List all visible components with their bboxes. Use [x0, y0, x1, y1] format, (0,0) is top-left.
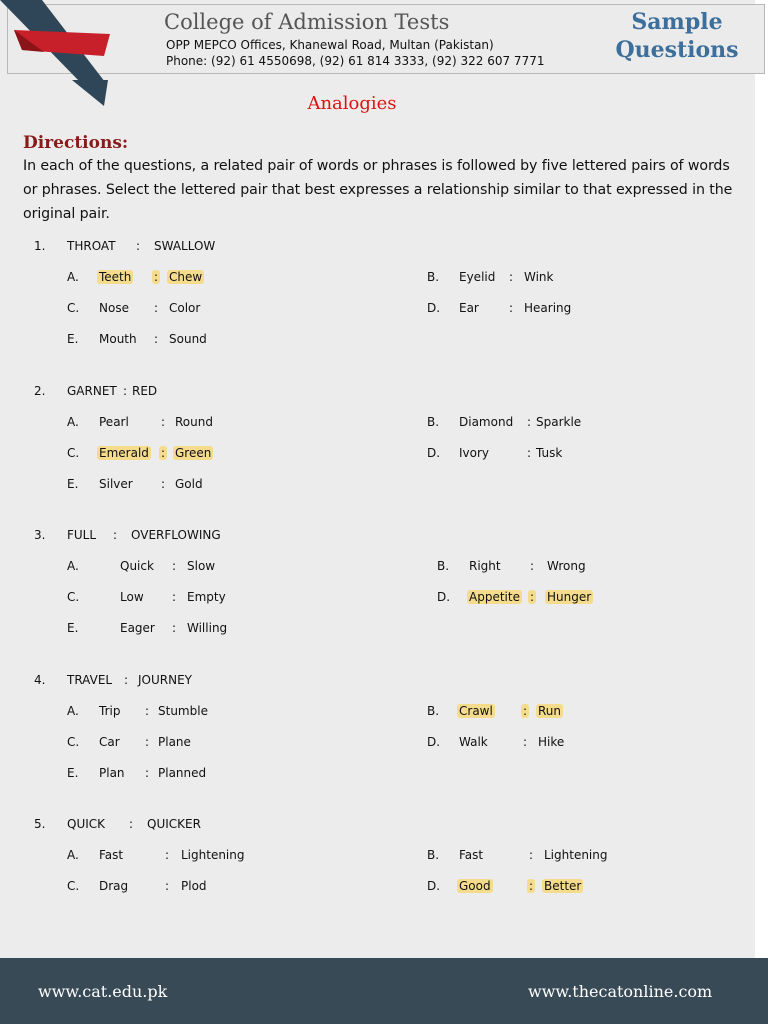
option-separator: :: [145, 735, 150, 749]
option-separator: :: [165, 879, 170, 893]
option-word1: Plan: [99, 766, 125, 780]
option-word1: Quick: [120, 559, 154, 573]
question-number: 5.: [34, 817, 46, 831]
option-word2: Sparkle: [536, 415, 582, 429]
option-word1: Eager: [120, 621, 155, 635]
option-separator: :: [172, 590, 177, 604]
option-word2: Sound: [169, 332, 207, 346]
option-word2: Willing: [187, 621, 228, 635]
option-word1: Diamond: [459, 415, 514, 429]
directions-text: In each of the questions, a related pair of words or phrases is followed by five lettered pairs of words or phrases. Select the lettered pair that best expresses a relationship similar to that expressed in the original pair.: [23, 158, 733, 222]
question-stem-word2: RED: [132, 384, 158, 398]
option-separator: :: [154, 270, 159, 284]
option-word1: Crawl: [459, 704, 493, 718]
question-stem-word1: QUICK: [67, 817, 106, 831]
option-letter: E.: [67, 766, 79, 780]
page-title: Analogies: [307, 93, 397, 114]
option-separator: :: [529, 848, 534, 862]
question-stem-word1: TRAVEL: [67, 673, 113, 687]
directions-heading: Directions:: [23, 133, 129, 153]
college-phone: Phone: (92) 61 4550698, (92) 61 814 3333, (92) 322 607 7771: [166, 54, 545, 68]
option-separator: :: [523, 735, 528, 749]
option-word2: Lightening: [181, 848, 245, 862]
option-letter: B.: [427, 704, 440, 718]
option-letter: A.: [67, 415, 79, 429]
question-number: 3.: [34, 528, 46, 542]
option-separator: :: [172, 559, 177, 573]
footer-website-link[interactable]: www.cat.edu.pk: [38, 982, 168, 1001]
sample-label-line1: Sample: [631, 9, 723, 35]
option-letter: A.: [67, 848, 79, 862]
question-stem-word1: FULL: [67, 528, 97, 542]
option-word1: Good: [459, 879, 491, 893]
question-stem-word1: GARNET: [67, 384, 117, 398]
sample-questions-label: [603, 8, 751, 64]
option-separator: :: [509, 270, 514, 284]
question-stem-separator: :: [113, 528, 118, 542]
option-separator: :: [530, 590, 535, 604]
option-letter: D.: [437, 590, 451, 604]
option-letter: D.: [427, 735, 441, 749]
option-word1: Ivory: [459, 446, 490, 460]
option-separator: :: [530, 559, 535, 573]
option-word1: Car: [99, 735, 120, 749]
option-word1: Appetite: [469, 590, 520, 604]
option-word2: Run: [538, 704, 562, 718]
option-letter: C.: [67, 735, 80, 749]
option-separator: :: [145, 766, 150, 780]
option-letter: C.: [67, 301, 80, 315]
question-stem-word2: SWALLOW: [154, 239, 216, 253]
option-word2: Planned: [158, 766, 207, 780]
question-number: 4.: [34, 673, 46, 687]
option-letter: B.: [437, 559, 450, 573]
option-word2: Plane: [158, 735, 191, 749]
option-word2: Wrong: [547, 559, 586, 573]
option-word2: Slow: [187, 559, 216, 573]
question-stem-word2: OVERFLOWING: [131, 528, 221, 542]
option-separator: :: [529, 879, 534, 893]
option-letter: D.: [427, 879, 441, 893]
option-separator: :: [165, 848, 170, 862]
option-word2: Wink: [524, 270, 554, 284]
option-letter: A.: [67, 559, 79, 573]
option-letter: E.: [67, 332, 79, 346]
option-word2: Color: [169, 301, 201, 315]
option-letter: B.: [427, 848, 440, 862]
option-word2: Gold: [175, 477, 203, 491]
option-word2: Lightening: [544, 848, 608, 862]
question-number: 2.: [34, 384, 46, 398]
option-separator: :: [161, 446, 166, 460]
option-word1: Emerald: [99, 446, 149, 460]
option-separator: :: [154, 301, 159, 315]
option-word2: Hearing: [524, 301, 572, 315]
question-stem-word2: JOURNEY: [138, 673, 192, 687]
option-word1: Right: [469, 559, 501, 573]
option-word2: Stumble: [158, 704, 208, 718]
option-word2: Hunger: [547, 590, 592, 604]
college-name: College of Admission Tests: [164, 10, 450, 34]
option-letter: C.: [67, 590, 80, 604]
option-separator: :: [154, 332, 159, 346]
option-letter: E.: [67, 621, 79, 635]
sample-label-line2: Questions: [615, 37, 739, 63]
option-word1: Ear: [459, 301, 479, 315]
option-word1: Low: [120, 590, 144, 604]
option-word1: Nose: [99, 301, 129, 315]
option-word2: Green: [175, 446, 212, 460]
option-separator: :: [527, 415, 532, 429]
footer-online-link[interactable]: www.thecatonline.com: [528, 982, 713, 1001]
option-word2: Hike: [538, 735, 565, 749]
option-letter: E.: [67, 477, 79, 491]
option-word2: Better: [544, 879, 582, 893]
option-word1: Trip: [99, 704, 121, 718]
question-stem-separator: :: [124, 673, 129, 687]
option-separator: :: [523, 704, 528, 718]
option-letter: C.: [67, 446, 80, 460]
option-word2: Tusk: [536, 446, 563, 460]
option-word1: Fast: [459, 848, 484, 862]
option-letter: D.: [427, 301, 441, 315]
option-word2: Round: [175, 415, 213, 429]
question-stem-word1: THROAT: [67, 239, 116, 253]
option-word1: Silver: [99, 477, 133, 491]
question-stem-separator: :: [129, 817, 134, 831]
option-word2: Plod: [181, 879, 207, 893]
option-word1: Mouth: [99, 332, 137, 346]
option-word1: Pearl: [99, 415, 129, 429]
option-letter: C.: [67, 879, 80, 893]
option-letter: B.: [427, 270, 440, 284]
option-letter: A.: [67, 270, 79, 284]
question-stem-separator: :: [136, 239, 141, 253]
option-word1: Walk: [459, 735, 488, 749]
option-word1: Fast: [99, 848, 124, 862]
question-number: 1.: [34, 239, 46, 253]
option-separator: :: [145, 704, 150, 718]
option-letter: D.: [427, 446, 441, 460]
option-word1: Teeth: [99, 270, 132, 284]
question-stem-word2: QUICKER: [147, 817, 201, 831]
footer-bar: [0, 958, 768, 1024]
option-separator: :: [509, 301, 514, 315]
option-word2: Chew: [169, 270, 203, 284]
question-stem-separator: :: [123, 384, 128, 398]
option-letter: A.: [67, 704, 79, 718]
option-separator: :: [172, 621, 177, 635]
option-separator: :: [161, 415, 166, 429]
option-separator: :: [527, 446, 532, 460]
option-word1: Drag: [99, 879, 129, 893]
college-address: OPP MEPCO Offices, Khanewal Road, Multan (Pakistan): [166, 38, 494, 52]
option-letter: B.: [427, 415, 440, 429]
option-word1: Eyelid: [459, 270, 496, 284]
option-word2: Empty: [187, 590, 226, 604]
option-separator: :: [161, 477, 166, 491]
